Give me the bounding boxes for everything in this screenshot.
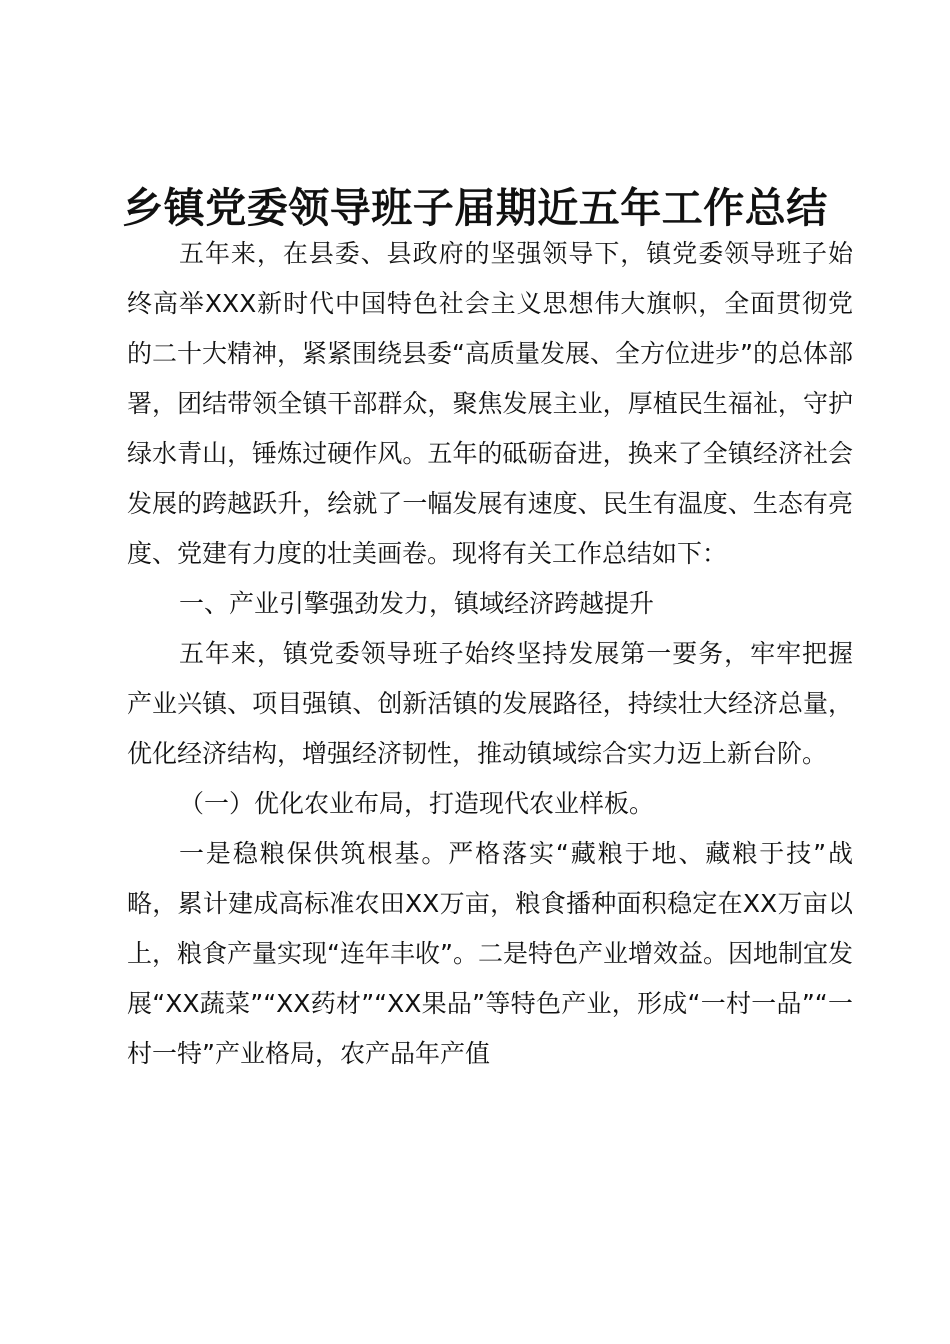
section-heading-1: 一、产业引擎强劲发力，镇域经济跨越提升 — [179, 589, 655, 618]
subsection-heading-1: （一）优化农业布局，打造现代农业样板。 — [179, 789, 655, 818]
section-1-paragraph: 五年来，镇党委领导班子始终坚持发展第一要务，牢牢把握产业兴镇、项目强镇、创新活镇的发展路径，持续壮大经济总量，优化经济结构，增强经济韧性，推动镇域综合实力迈上新台阶。 — [127, 639, 853, 768]
subsection-1-paragraph: 一是稳粮保供筑根基。严格落实“藏粮于地、藏粮于技”战略，累计建成高标准农田XX万亩，粮食播种面积稳定在XX万亩以上，粮食产量实现“连年丰收”。二是特色产业增效益。因地制宜发展“XX蔬菜”“XX药材”“XX果品”等特色产业，形成“一村一品”“一村一特”产业格局，农产品年产值 — [127, 839, 853, 1068]
document-body — [127, 229, 853, 1079]
document-title: 乡镇党委领导班子届期近五年工作总结 — [122, 184, 828, 232]
intro-paragraph: 五年来，在县委、县政府的坚强领导下，镇党委领导班子始终高举XXX新时代中国特色社会主义思想伟大旗帜，全面贯彻党的二十大精神，紧紧围绕县委“高质量发展、全方位进步”的总体部署，团结带领全镇干部群众，聚焦发展主业，厚植民生福祉，守护绿水青山，锤炼过硬作风。五年的砥砺奋进，换来了全镇经济社会发展的跨越跃升，绘就了一幅发展有速度、民生有温度、生态有亮度、党建有力度的壮美画卷。现将有关工作总结如下： — [127, 239, 853, 568]
